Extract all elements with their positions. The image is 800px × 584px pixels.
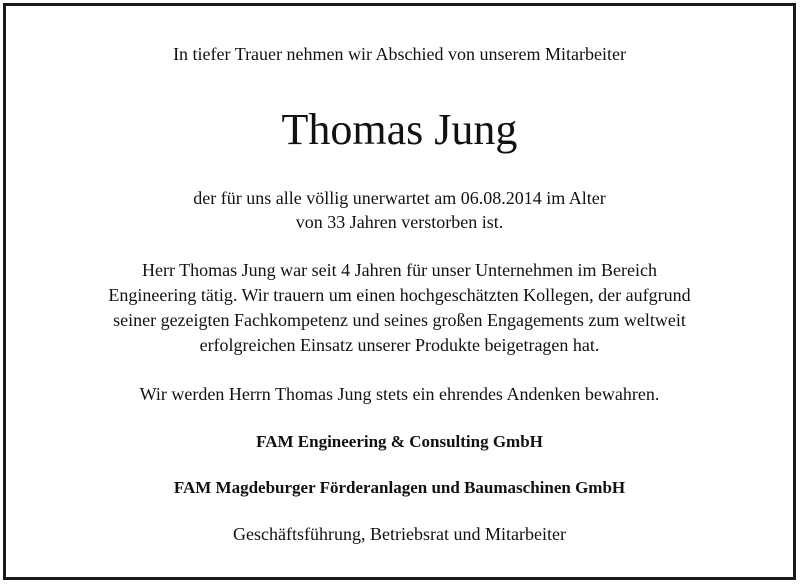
tribute-line: erfolgreichen Einsatz unserer Produkte beigetragen hat. (199, 335, 600, 355)
death-line: der für uns alle völlig unerwartet am 06.08.2014 im Alter (193, 188, 606, 208)
company-name-2: FAM Magdeburger Förderanlagen und Baumaschinen GmbH (173, 478, 626, 497)
tribute-paragraph (6, 258, 793, 358)
remembrance-text: Wir werden Herrn Thomas Jung stets ein ehrendes Andenken bewahren. (139, 384, 660, 404)
intro-text: In tiefer Trauer nehmen wir Abschied von unserem Mitarbeiter (173, 44, 626, 64)
tribute-line: seiner gezeigten Fachkompetenz und seines großen Engagements zum weltweit (113, 310, 686, 330)
tribute-line: Herr Thomas Jung war seit 4 Jahren für unser Unternehmen im Bereich (141, 260, 657, 280)
death-line: von 33 Jahren verstorben ist. (295, 212, 504, 232)
signatories-text: Geschäftsführung, Betriebsrat und Mitarbeiter (233, 524, 566, 544)
death-paragraph (6, 186, 793, 234)
company-name-1: FAM Engineering & Consulting GmbH (256, 432, 543, 451)
deceased-name: Thomas Jung (281, 105, 518, 154)
tribute-line: Engineering tätig. Wir trauern um einen hochgeschätzten Kollegen, der aufgrund (108, 285, 691, 305)
obituary-notice (3, 3, 796, 580)
